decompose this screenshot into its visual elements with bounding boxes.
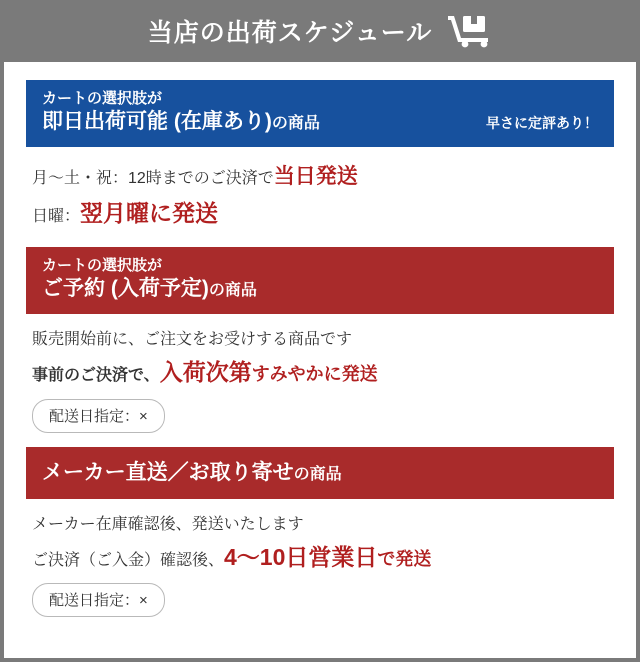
section-dropship [26, 447, 614, 626]
row-highlight-small: すみやかに発送 [251, 363, 378, 384]
hand-truck-icon [446, 14, 492, 53]
section-preorder [26, 247, 614, 440]
delivery-date-badge: 配送日指定：× [32, 583, 165, 617]
band-texts [42, 460, 342, 486]
section-rows-dropship [26, 499, 614, 625]
section-band-in-stock [26, 80, 614, 147]
band-texts [42, 90, 320, 135]
row-lead: 月〜土・祝：12時までのご決済で [32, 170, 274, 187]
schedule-row [32, 513, 608, 538]
band-big-label: メーカー直送／お取り寄せの商品 [42, 460, 342, 484]
row-lead: メーカー在庫確認後、発送いたします [32, 515, 304, 533]
band-big-suffix: の商品 [293, 465, 342, 483]
delivery-date-badge: 配送日指定：× [32, 399, 165, 433]
row-lead: 事前のご決済で、 [32, 366, 160, 384]
schedule-row [32, 196, 608, 232]
band-texts [42, 257, 257, 302]
row-highlight: 入荷次第 [159, 358, 252, 385]
row-highlight: 当日発送 [273, 165, 358, 188]
schedule-content [4, 62, 636, 635]
schedule-row [32, 161, 608, 194]
section-rows-in-stock [26, 147, 614, 241]
band-big-suffix: の商品 [271, 114, 320, 132]
band-note: 早さに定評あり！ [486, 115, 598, 131]
band-small-label: カートの選択肢が [42, 90, 163, 107]
band-small-label: カートの選択肢が [42, 257, 163, 275]
schedule-row [32, 328, 608, 353]
section-rows-preorder [26, 314, 614, 440]
page-header [4, 4, 636, 62]
row-highlight-small: で発送 [377, 548, 432, 569]
page-title: 当店の出荷スケジュール [147, 18, 433, 47]
schedule-row [32, 540, 608, 576]
band-big-label: 即日出荷可能 (在庫あり)の商品 [42, 109, 320, 133]
row-lead: 日曜： [32, 207, 81, 225]
section-band-dropship [26, 447, 614, 499]
row-highlight: 4〜10日営業日 [224, 543, 378, 570]
row-lead: 販売開始前に、ご注文をお受けする商品です [32, 331, 353, 349]
band-big-suffix: の商品 [208, 281, 257, 299]
section-in-stock [26, 80, 614, 241]
section-band-preorder [26, 247, 614, 314]
band-big-label: ご予約 (入荷予定)の商品 [42, 276, 257, 300]
row-highlight: 翌月曜に発送 [80, 199, 219, 226]
schedule-row [32, 355, 608, 391]
row-lead: ご決済（ご入金）確認後、 [32, 551, 225, 569]
